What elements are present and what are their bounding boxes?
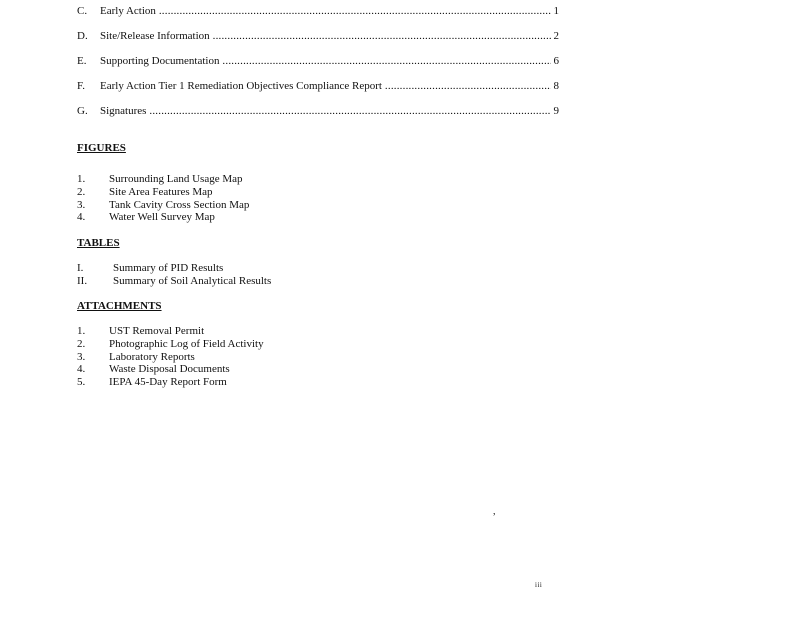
toc-entry-site-release bbox=[77, 30, 559, 43]
toc-title: Early Action Tier 1 Remediation Objectives Compliance Report ..... bbox=[100, 80, 551, 93]
list-text: Site Area Features Map bbox=[109, 185, 213, 198]
list-text: UST Removal Permit bbox=[109, 325, 205, 337]
toc-letter: E. bbox=[77, 55, 87, 67]
toc-entry-compliance-report bbox=[77, 80, 559, 93]
toc-letter: D. bbox=[77, 30, 88, 42]
list-text: Waste Disposal Documents bbox=[109, 363, 230, 376]
list-number: 5. bbox=[77, 376, 86, 389]
toc-entry-signatures bbox=[77, 105, 559, 118]
list-number: 2. bbox=[77, 185, 86, 198]
list-number: I. bbox=[77, 262, 84, 274]
toc-page-number: 2 bbox=[553, 30, 559, 42]
toc-page-number: 1 bbox=[553, 5, 559, 17]
toc-entry-supporting-documentation bbox=[77, 55, 559, 68]
toc-letter: G. bbox=[77, 105, 88, 117]
toc-title: Supporting Documentation ..... bbox=[100, 55, 551, 68]
page-number-footer: iii bbox=[535, 581, 543, 589]
list-number: 1. bbox=[77, 173, 86, 185]
toc-entry-early-action bbox=[77, 5, 559, 18]
list-number: 4. bbox=[77, 211, 86, 224]
toc-page-number: 8 bbox=[553, 80, 559, 92]
stray-mark: , bbox=[493, 506, 496, 517]
list-number: 3. bbox=[77, 198, 86, 211]
toc-page-number: 6 bbox=[553, 55, 559, 67]
list-text: Summary of Soil Analytical Results bbox=[113, 274, 272, 287]
toc-page-number: 9 bbox=[553, 105, 559, 117]
list-text: Water Well Survey Map bbox=[109, 211, 215, 224]
list-text: IEPA 45-Day Report Form bbox=[109, 376, 227, 389]
toc-letter: C. bbox=[77, 5, 88, 17]
list-text: Tank Cavity Cross Section Map bbox=[109, 198, 250, 211]
list-text: Summary of PID Results bbox=[113, 262, 224, 274]
list-number: 2. bbox=[77, 337, 86, 350]
attachments-heading: ATTACHMENTS bbox=[77, 300, 162, 312]
toc-letter: F. bbox=[77, 80, 85, 92]
toc-title: Signatures ..... bbox=[100, 105, 551, 118]
toc-title: Early Action ..... bbox=[100, 5, 551, 18]
list-number: 1. bbox=[77, 325, 86, 337]
list-number: 3. bbox=[77, 350, 86, 363]
list-text: Surrounding Land Usage Map bbox=[109, 173, 243, 185]
tables-heading: TABLES bbox=[77, 237, 120, 249]
figures-heading: FIGURES bbox=[77, 142, 126, 154]
list-number: II. bbox=[77, 274, 88, 287]
list-text: Laboratory Reports bbox=[109, 350, 195, 363]
list-text: Photographic Log of Field Activity bbox=[109, 337, 264, 350]
toc-title: Site/Release Information ..... bbox=[100, 30, 551, 43]
list-number: 4. bbox=[77, 363, 86, 376]
